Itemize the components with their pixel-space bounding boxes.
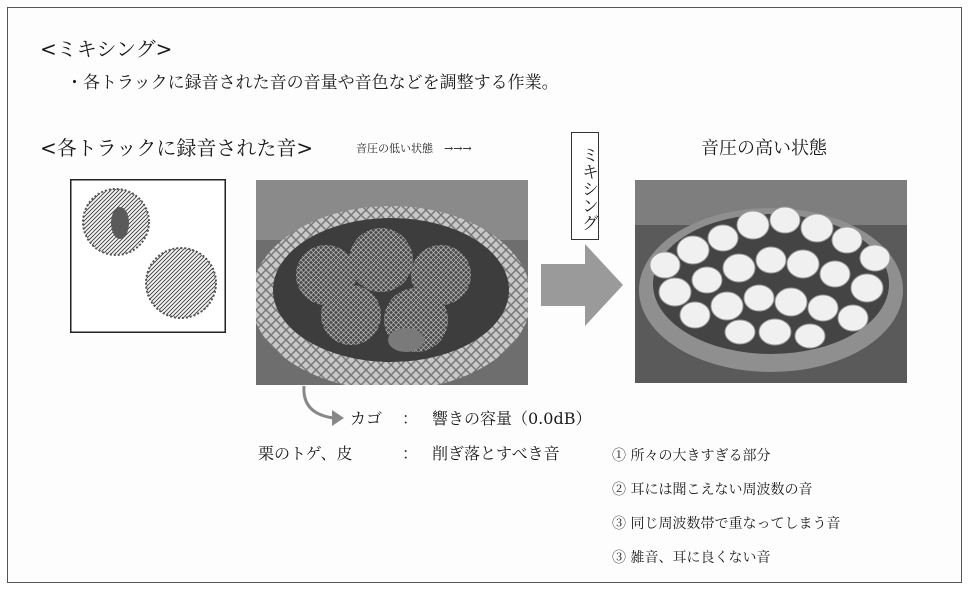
low-pressure-basket-image — [256, 180, 528, 385]
legend-basket-term: カゴ — [350, 409, 383, 428]
description: ・各トラックに録音された音の音量や音色などを調整する作業。 — [66, 73, 559, 93]
legend-basket-sep: ： — [402, 409, 419, 428]
low-pressure-label: 音圧の低い状態 →→→ — [356, 142, 472, 155]
legend-spikes-sep: ： — [402, 444, 419, 463]
legend-basket-meaning: 響きの容量（0.0dB） — [432, 409, 592, 428]
list-item: ③ 同じ周波数帯で重なってしまう音 — [612, 516, 841, 532]
high-pressure-basket-image — [635, 180, 907, 383]
legend-spikes-meaning: 削ぎ落とすべき音 — [432, 444, 560, 463]
high-pressure-label: 音圧の高い状態 — [701, 138, 827, 159]
left-section-label: <各トラックに録音された音> — [40, 136, 314, 160]
title: <ミキシング> — [40, 37, 173, 61]
list-item: ③ 雑音、耳に良くない音 — [612, 550, 771, 566]
pointer-arrow-icon — [296, 384, 348, 432]
chestnut-burrs-image — [70, 179, 226, 333]
mixing-label-box: ミキシング — [571, 132, 599, 240]
list-item: ① 所々の大きすぎる部分 — [612, 448, 771, 464]
mixing-arrow-icon — [541, 244, 623, 326]
list-item: ② 耳には聞こえない周波数の音 — [612, 482, 813, 498]
legend-spikes-term: 栗のトゲ、皮 — [258, 444, 353, 463]
